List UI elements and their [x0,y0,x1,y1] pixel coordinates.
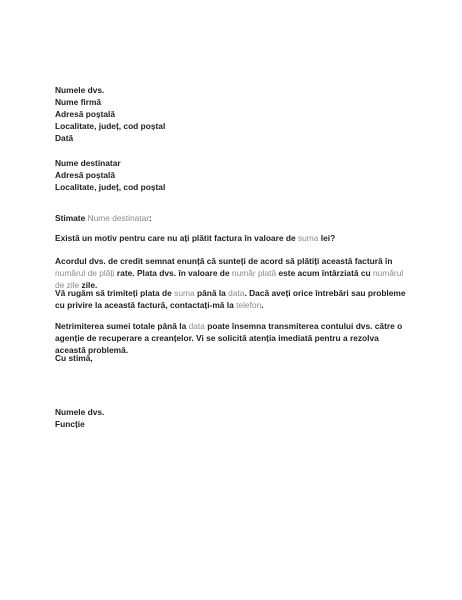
date-placeholder: data [228,288,245,298]
days-count-placeholder: numărul de zile [55,268,404,290]
p2-text-4: zile. [81,280,98,290]
p4-text-2: poate însemna transmiterea contului dvs. către o agenție de recuperare a creanțelor. Vi se solicită atenția imediată pentru a rezolva această problemă. [55,321,403,355]
sender-date: Dată [55,133,74,143]
signature-title: Funcție [55,419,85,429]
p1-text-1: Există un motiv pentru care nu ați plătit factura în valoare de [55,233,296,243]
salutation-line [55,212,410,224]
sender-company: Nume firmă [55,97,102,107]
recipient-name: Nume destinatar [55,158,121,168]
signature-block [55,406,410,430]
paragraph-question [55,232,410,244]
payment-number-placeholder: număr plată [231,268,277,278]
recipient-name-placeholder: Nume destinatar [87,213,150,223]
signature-name: Numele dvs. [55,407,105,417]
paragraph-payment-request [55,287,410,311]
p3-text-2: până la [196,288,226,298]
sender-name: Numele dvs. [55,85,105,95]
paragraph-collection-warning [55,320,410,356]
p3-text-1: Vă rugăm să trimiteți plata de [55,288,172,298]
recipient-city: Localitate, județ, cod poștal [55,182,166,192]
sender-address: Adresă poștală [55,109,116,119]
salutation-punct: : [149,213,152,223]
p3-text-3: . Dacă aveți orice întrebări sau probleme cu privire la această factură, contactați-mă la [55,288,406,310]
amount-placeholder: suma [174,288,195,298]
phone-placeholder: telefon [236,300,262,310]
p3-text-4: . [261,300,264,310]
salutation-greeting: Stimate [55,213,86,223]
date-placeholder: data [188,321,205,331]
recipient-address: Adresă poștală [55,170,116,180]
p2-text-1: Acordul dvs. de credit semnat enunță că sunteți de acord să plătiți această factură în [55,256,393,266]
p4-text-1: Netrimiterea sumei totale până la [55,321,187,331]
sender-block [55,84,410,144]
payments-count-placeholder: numărul de plăți [55,268,115,278]
sender-city: Localitate, județ, cod poștal [55,121,166,131]
recipient-block [55,157,410,193]
paragraph-credit-agreement [55,255,410,291]
amount-placeholder: suma [297,233,319,243]
closing-line: Cu stimă, [55,353,93,363]
p2-text-2: rate. Plata dvs. în valoare de [116,268,230,278]
p2-text-3: este acum întârziată cu [278,268,371,278]
p1-text-2: lei? [320,233,336,243]
